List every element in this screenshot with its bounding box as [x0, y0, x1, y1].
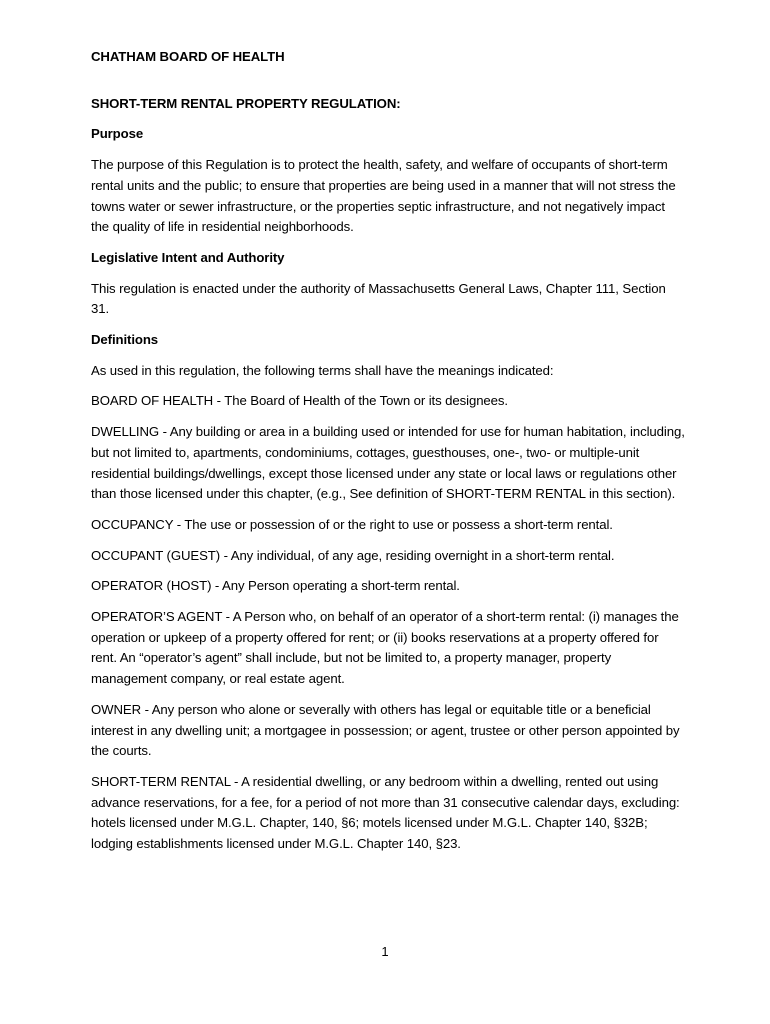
definition-dwelling: DWELLING - Any building or area in a building used or intended for use for human habitation, including, but not limited to, apartments, condominiums, cottages, guesthouses, one-, two- or multiple-unit residential buildings/dwellings, except those licensed under any state or local laws or regulations other than those licensed under this chapter, (e.g., See definition of SHORT-TERM RENTAL in this section).	[91, 424, 685, 502]
authority-heading: Legislative Intent and Authority	[91, 249, 285, 265]
organization-header: CHATHAM BOARD OF HEALTH	[91, 49, 285, 64]
definition-occupancy: OCCUPANCY - The use or possession of or the right to use or possess a short-term rental.	[91, 516, 613, 532]
document-title: SHORT-TERM RENTAL PROPERTY REGULATION:	[91, 95, 401, 111]
purpose-heading: Purpose	[91, 126, 144, 142]
definitions-heading: Definitions	[91, 332, 159, 348]
document-body	[91, 47, 685, 865]
page-number: 1	[381, 944, 389, 959]
purpose-paragraph: The purpose of this Regulation is to protect the health, safety, and welfare of occupants of short-term rental units and the public; to ensure that properties are being used in a manner that will not stress the towns water or sewer infrastructure, or the properties septic infrastructure, and not negatively impact the quality of life in residential neighborhoods.	[91, 157, 676, 235]
definitions-intro: As used in this regulation, the following terms shall have the meanings indicated:	[91, 362, 554, 378]
authority-paragraph: This regulation is enacted under the authority of Massachusetts General Laws, Chapter 111, Section 31.	[91, 280, 666, 317]
definition-short-term-rental: SHORT-TERM RENTAL - A residential dwelling, or any bedroom within a dwelling, rented out using advance reservations, for a fee, for a period of not more than 31 consecutive calendar days, excluding: hotels licensed under M.G.L. Chapter, 140, §6; motels licensed under M.G.L. Chapter 140, §32B; lodging establishments licensed under M.G.L. Chapter 140, §23.	[91, 773, 680, 852]
definition-owner: OWNER - Any person who alone or severally with others has legal or equitable title or a beneficial interest in any dwelling unit; a mortgagee in possession; or agent, trustee or other person appointed by the courts.	[91, 701, 680, 759]
definition-operator: OPERATOR (HOST) - Any Person operating a short-term rental.	[91, 578, 460, 594]
definition-operators-agent: OPERATOR’S AGENT - A Person who, on behalf of an operator of a short-term rental: (i) manages the operation or upkeep of a property offered for rent; or (ii) books reservations at a property offered for rent. An “operator’s agent” shall include, but not be limited to, a property manager, property management company, or real estate agent.	[91, 609, 679, 687]
definition-board-of-health: BOARD OF HEALTH - The Board of Health of the Town or its designees.	[91, 393, 508, 409]
definition-occupant: OCCUPANT (GUEST) - Any individual, of any age, residing overnight in a short-term rental.	[91, 547, 615, 563]
